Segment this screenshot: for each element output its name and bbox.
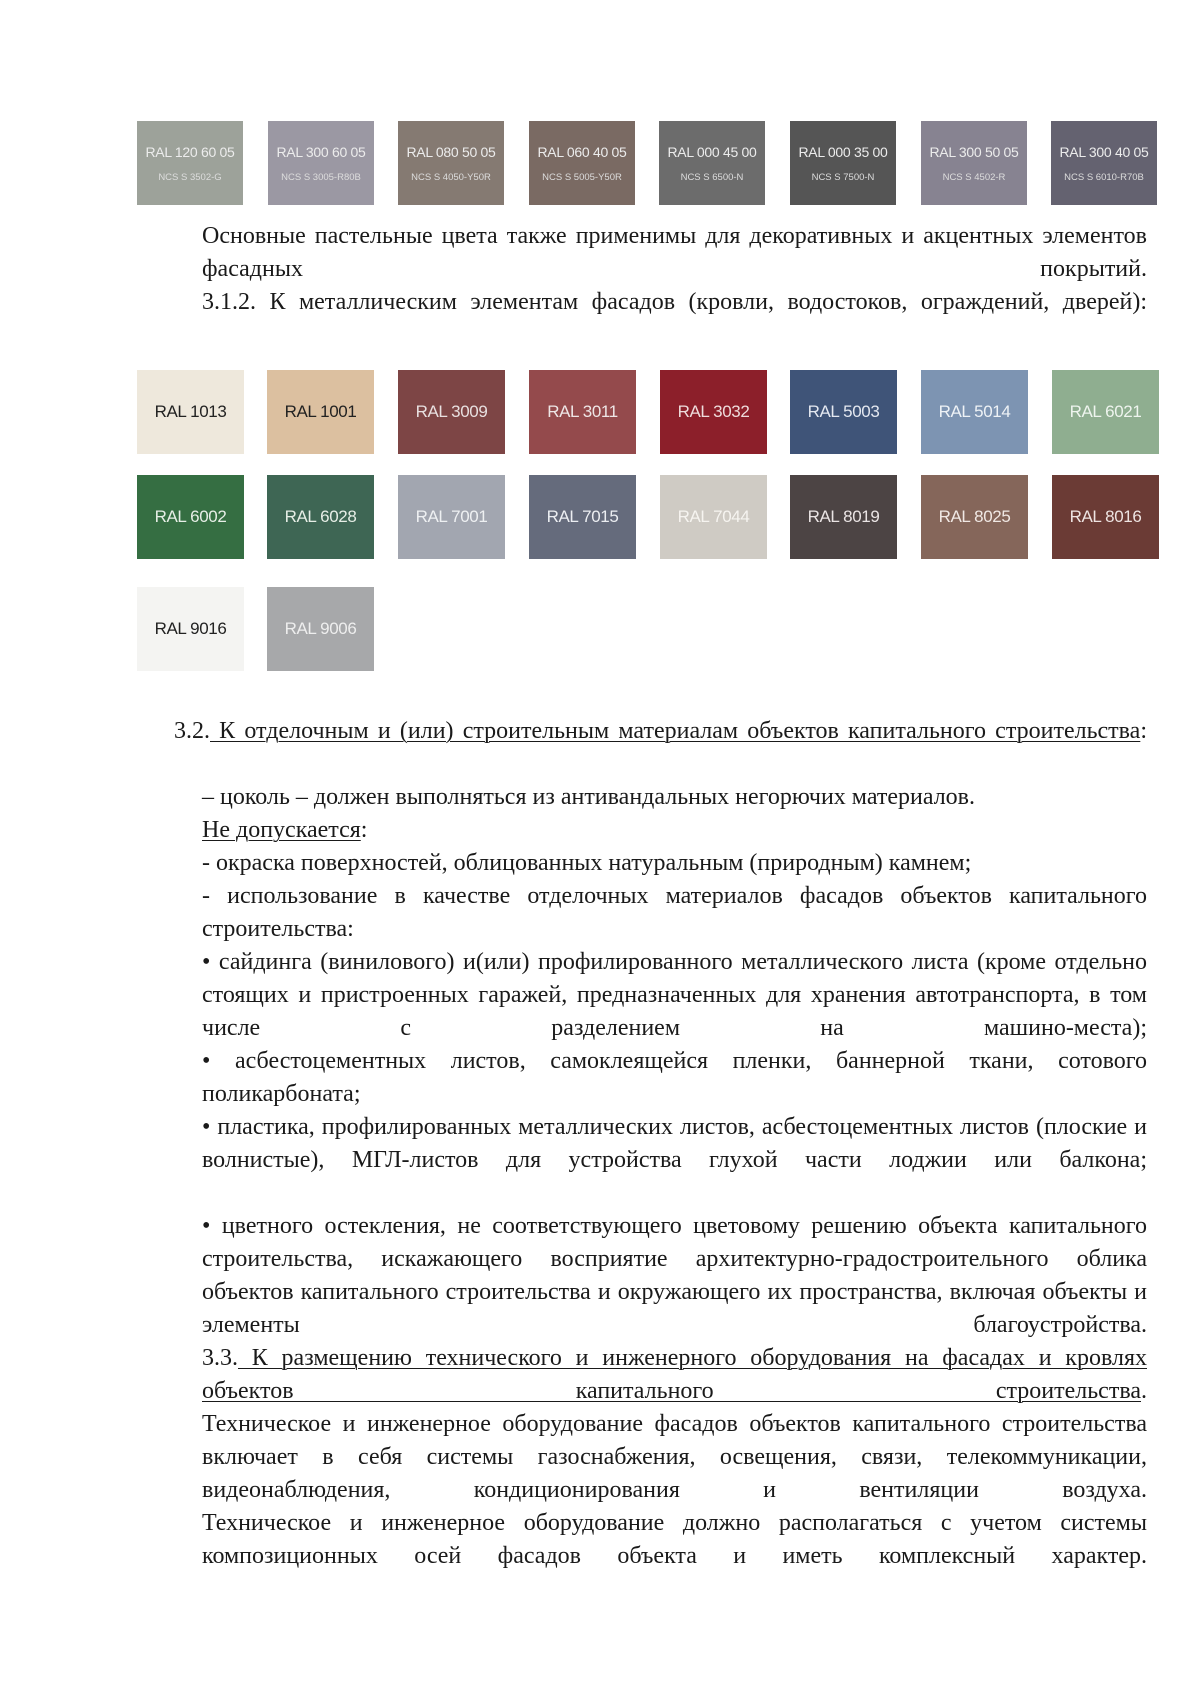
ral-code: RAL 000 45 00 — [667, 143, 757, 160]
color-swatch — [921, 121, 1027, 205]
not-allowed-heading — [130, 814, 1147, 847]
color-swatch — [267, 370, 374, 454]
ncs-code: NCS S 3005-R80B — [281, 171, 361, 183]
ral-code: RAL 300 40 05 — [1059, 143, 1149, 160]
color-swatch — [267, 587, 374, 671]
ncs-code: NCS S 4050-Y50R — [411, 171, 491, 183]
ral-code: RAL 080 50 05 — [406, 143, 496, 160]
color-swatch — [790, 121, 896, 205]
paragraph-pastel: Основные пастельные цвета также применимы для декоративных и акцентных элементов фасадных покрытий. — [202, 223, 1147, 282]
color-swatch — [1052, 370, 1159, 454]
ncs-code: NCS S 4502-R — [942, 171, 1006, 183]
color-swatch — [137, 475, 244, 559]
ral-code: RAL 120 60 05 — [145, 143, 235, 160]
section-3-3-heading — [130, 1342, 1147, 1408]
ncs-code: NCS S 5005-Y50R — [542, 171, 622, 183]
bullet-siding: • сайдинга (винилового) и(или) профилированного металлического листа (кроме отдельно стоящих и пристроенных гаражей, предназначенных для хранения автотранспорта, в том числе с разделением на машино-места); — [202, 949, 1147, 1041]
bullet-asbestos-sheets: • асбестоцементных листов, самоклеящейся пленки, баннерной ткани, сотового поликарбоната; — [202, 1048, 1147, 1107]
paragraph-equipment-placement: Техническое и инженерное оборудование должно располагаться с учетом системы композиционных осей фасадов объекта и иметь комплексный характер. — [202, 1510, 1147, 1569]
color-swatch — [790, 370, 897, 454]
color-swatch — [921, 370, 1028, 454]
ral-code: RAL 7001 — [415, 507, 488, 526]
color-swatch — [660, 370, 767, 454]
color-swatch — [398, 121, 504, 205]
color-swatch — [137, 121, 243, 205]
ral-code: RAL 6028 — [284, 507, 357, 526]
color-swatch — [398, 475, 505, 559]
not-allowed-label: Не допускается — [202, 817, 361, 843]
ral-code: RAL 5003 — [807, 402, 880, 421]
ral-code: RAL 060 40 05 — [537, 143, 627, 160]
color-swatch — [267, 475, 374, 559]
color-swatch — [529, 370, 636, 454]
ral-code: RAL 300 50 05 — [929, 143, 1019, 160]
ral-code: RAL 1001 — [284, 402, 357, 421]
ral-code: RAL 8016 — [1069, 507, 1142, 526]
ral-code: RAL 6002 — [154, 507, 227, 526]
ncs-code: NCS S 6500-N — [680, 171, 744, 183]
color-swatch — [268, 121, 374, 205]
section-title: К размещению технического и инженерного оборудования на фасадах и кровлях объектов капитального строительства — [202, 1345, 1147, 1404]
ral-code: RAL 8019 — [807, 507, 880, 526]
section-title: К отделочным и (или) строительным материалам объектов капитального строительства — [210, 718, 1141, 744]
ral-code: RAL 1013 — [154, 402, 227, 421]
ral-code: RAL 300 60 05 — [276, 143, 366, 160]
ral-code: RAL 3011 — [547, 402, 618, 421]
color-swatch — [137, 587, 244, 671]
color-swatch — [398, 370, 505, 454]
section-number: 3.3. — [202, 1345, 238, 1371]
section-number: 3.2. — [174, 718, 210, 744]
color-swatch — [660, 475, 767, 559]
section-3-2-heading — [144, 715, 1147, 748]
ral-code: RAL 5014 — [938, 402, 1011, 421]
ncs-code: NCS S 3502-G — [158, 171, 222, 183]
color-swatch — [1052, 475, 1159, 559]
paragraph-equipment-systems: Техническое и инженерное оборудование фасадов объектов капитального строительства включает в себя системы газоснабжения, освещения, связи, телекоммуникации, видеонаблюдения, кондиционирования и вентиляции воздуха. — [202, 1411, 1147, 1503]
ncs-code: NCS S 6010-R70B — [1064, 171, 1144, 183]
ral-code: RAL 8025 — [938, 507, 1011, 526]
ral-code: RAL 6021 — [1069, 402, 1142, 421]
ral-code: RAL 3032 — [677, 402, 750, 421]
ral-code: RAL 9006 — [284, 619, 357, 638]
color-swatch — [659, 121, 765, 205]
section-colon: : — [1140, 718, 1147, 744]
ral-code: RAL 000 35 00 — [798, 143, 888, 160]
ral-code: RAL 3009 — [415, 402, 488, 421]
color-swatch — [921, 475, 1028, 559]
bullet-glazing: • цветного остекления, не соответствующего цветовому решению объекта капитального строительства, искажающего восприятие архитектурно-градостроительного облика объектов капитального строительства и окружающего их пространства, включая объекты и элементы благоустройства. — [202, 1213, 1147, 1338]
ncs-code: NCS S 7500-N — [811, 171, 875, 183]
color-swatch — [529, 475, 636, 559]
color-swatch — [529, 121, 635, 205]
bullet-plastic: • пластика, профилированных металлических листов, асбестоцементных листов (плоские и волнистые), МГЛ-листов для устройства глухой части лоджии или балкона; — [202, 1114, 1147, 1173]
section-period: . — [1141, 1378, 1147, 1404]
ral-code: RAL 7015 — [546, 507, 619, 526]
section-3-1-2-heading: 3.1.2. К металлическим элементам фасадов (кровли, водостоков, ограждений, дверей): — [202, 289, 1147, 315]
not-allowed-colon: : — [360, 817, 368, 843]
ral-code: RAL 7044 — [677, 507, 750, 526]
tsokol-requirement: – цоколь – должен выполняться из антивандальных негорючих материалов. — [202, 784, 976, 810]
ral-code: RAL 9016 — [154, 619, 227, 638]
color-swatch — [137, 370, 244, 454]
list-item-painting: - окраска поверхностей, облицованных натуральным (природным) камнем; — [202, 850, 972, 876]
list-item-materials: - использование в качестве отделочных материалов фасадов объектов капитального строительства: — [202, 883, 1147, 942]
color-swatch — [1051, 121, 1157, 205]
color-swatch — [790, 475, 897, 559]
